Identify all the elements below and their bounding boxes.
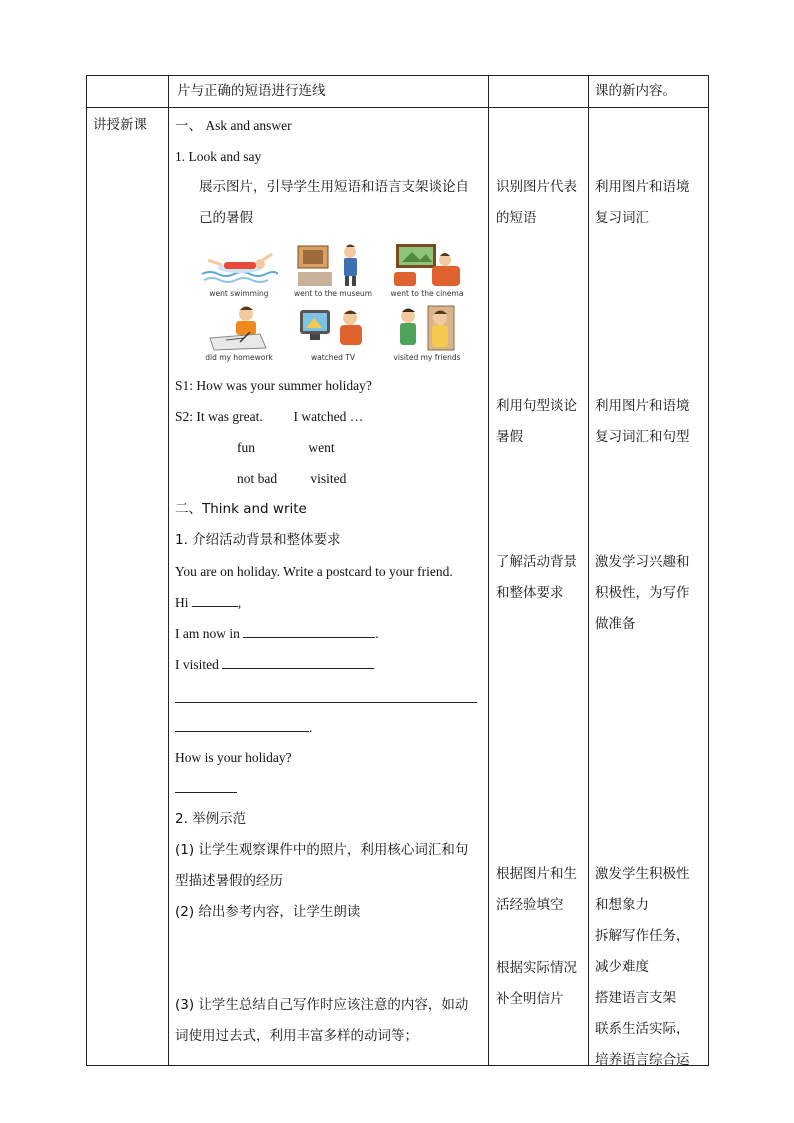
activity-3a: 了解活动背景 [496, 554, 577, 570]
museum-icon [294, 240, 372, 288]
purpose-2a: 利用图片和语境 [595, 398, 690, 414]
sub-step-2: (2) 给出参考内容，让学生朗读 [175, 904, 361, 920]
purpose-4g: 培养语言综合运 [595, 1052, 690, 1068]
postcard-visited [175, 649, 482, 680]
tv-icon [294, 304, 372, 352]
hi-label: Hi [175, 595, 189, 610]
purpose-3c: 做准备 [595, 616, 636, 632]
sub-step-1b: 型描述暑假的经历 [175, 873, 283, 889]
how-is-blank [175, 778, 237, 793]
short-blank-period: . [309, 720, 313, 735]
now-in-blank [243, 623, 375, 638]
activity-2a: 利用句型谈论 [496, 398, 577, 414]
purpose-4e: 搭建语言支架 [595, 990, 676, 1006]
picture-caption: did my homework [205, 353, 273, 362]
now-in-label: I am now in [175, 626, 240, 641]
picture-caption: went to the cinema [390, 289, 464, 298]
now-in-period: . [375, 626, 379, 641]
activity-5a: 根据实际情况 [496, 960, 577, 976]
purpose-4c: 拆解写作任务， [595, 928, 690, 944]
postcard-answer-line [175, 773, 482, 804]
activity-4a: 根据图片和生 [496, 866, 577, 882]
step1-desc-a: 展示图片，引导学生用短语和语言支架谈论自 [199, 179, 469, 195]
picture-caption: went to the museum [293, 289, 373, 298]
word-not-bad: not bad [237, 471, 278, 486]
top-row-text: 片与正确的短语进行连线 [177, 83, 326, 99]
purpose-4f: 联系生活实际， [595, 1021, 690, 1037]
main-row [87, 108, 709, 1066]
teaching-content-cell [169, 108, 489, 1066]
postcard-short-blank [175, 714, 482, 742]
postcard-full-blank [175, 680, 482, 714]
part2-title: 二、Think and write [175, 501, 307, 517]
hi-blank [192, 592, 238, 607]
lesson-plan-table [86, 75, 709, 1066]
sub-step-3b: 词使用过去式，利用丰富多样的动词等； [175, 1028, 418, 1044]
postcard-now-in [175, 618, 482, 649]
purpose-3a: 激发学习兴趣和 [595, 554, 690, 570]
activity-5b: 补全明信片 [496, 991, 564, 1007]
museum-picture [287, 240, 379, 298]
activity-1b: 的短语 [496, 210, 537, 226]
purpose-1b: 复习词汇 [595, 210, 649, 226]
step1-desc-b: 己的暑假 [199, 210, 253, 226]
friends-picture [381, 304, 473, 362]
step1-title: 1. Look and say [175, 149, 262, 164]
word-row-2 [175, 463, 482, 494]
design-purpose-cell [589, 108, 709, 1066]
top-row [87, 76, 709, 108]
friends-icon [388, 304, 466, 352]
top-row-cell-1 [87, 76, 169, 108]
section-label-cell [87, 108, 169, 1066]
section-label: 讲授新课 [93, 117, 147, 133]
activity-4b: 活经验填空 [496, 897, 564, 913]
postcard-how-is: How is your holiday? [175, 750, 292, 765]
visited-blank [222, 654, 374, 669]
activity-1a: 识别图片代表 [496, 179, 577, 195]
activity-picture-grid [193, 240, 473, 362]
purpose-3b: 积极性，为写作 [595, 585, 690, 601]
swimming-picture [193, 240, 285, 298]
word-went: went [308, 440, 335, 455]
top-row-cell-2 [169, 76, 489, 108]
purpose-1a: 利用图片和语境 [595, 179, 690, 195]
sub-step-3a: (3) 让学生总结自己写作时应该注意的内容，如动 [175, 997, 469, 1013]
homework-picture [193, 304, 285, 362]
top-row-purpose-text: 课的新内容。 [595, 83, 676, 99]
part1-title: 一、 Ask and answer [175, 118, 292, 133]
purpose-4a: 激发学生积极性 [595, 866, 690, 882]
picture-caption: went swimming [209, 289, 269, 298]
dialog-s2-part-a: S2: It was great. [175, 409, 263, 424]
purpose-4b: 和想象力 [595, 897, 649, 913]
top-row-cell-3 [489, 76, 589, 108]
activity-2b: 暑假 [496, 429, 523, 445]
sub-step-1a: (1) 让学生观察课件中的照片，利用核心词汇和句 [175, 842, 469, 858]
cinema-icon [388, 240, 466, 288]
swimming-icon [200, 240, 278, 288]
tv-picture [287, 304, 379, 362]
word-fun: fun [237, 440, 255, 455]
dialog-s1: S1: How was your summer holiday? [175, 378, 372, 393]
activity-3b: 和整体要求 [496, 585, 564, 601]
dialog-s2 [175, 401, 482, 432]
word-visited: visited [310, 471, 347, 486]
visited-label: I visited [175, 657, 219, 672]
dialog-s2-part-b: I watched … [293, 409, 364, 424]
student-activity-cell [489, 108, 589, 1066]
part2-step2: 2. 举例示范 [175, 811, 247, 827]
homework-icon [200, 304, 278, 352]
purpose-2b: 复习词汇和句型 [595, 429, 690, 445]
picture-caption: watched TV [310, 353, 356, 362]
hi-comma: , [237, 595, 242, 610]
cinema-picture [381, 240, 473, 298]
short-blank [175, 717, 309, 732]
postcard-hi [175, 587, 482, 618]
part2-step1: 1. 介绍活动背景和整体要求 [175, 532, 341, 548]
top-row-cell-4 [589, 76, 709, 108]
postcard-intro: You are on holiday. Write a postcard to your friend. [175, 564, 453, 579]
purpose-4d: 减少难度 [595, 959, 649, 975]
picture-caption: visited my friends [393, 353, 461, 362]
word-row-1 [175, 432, 482, 463]
